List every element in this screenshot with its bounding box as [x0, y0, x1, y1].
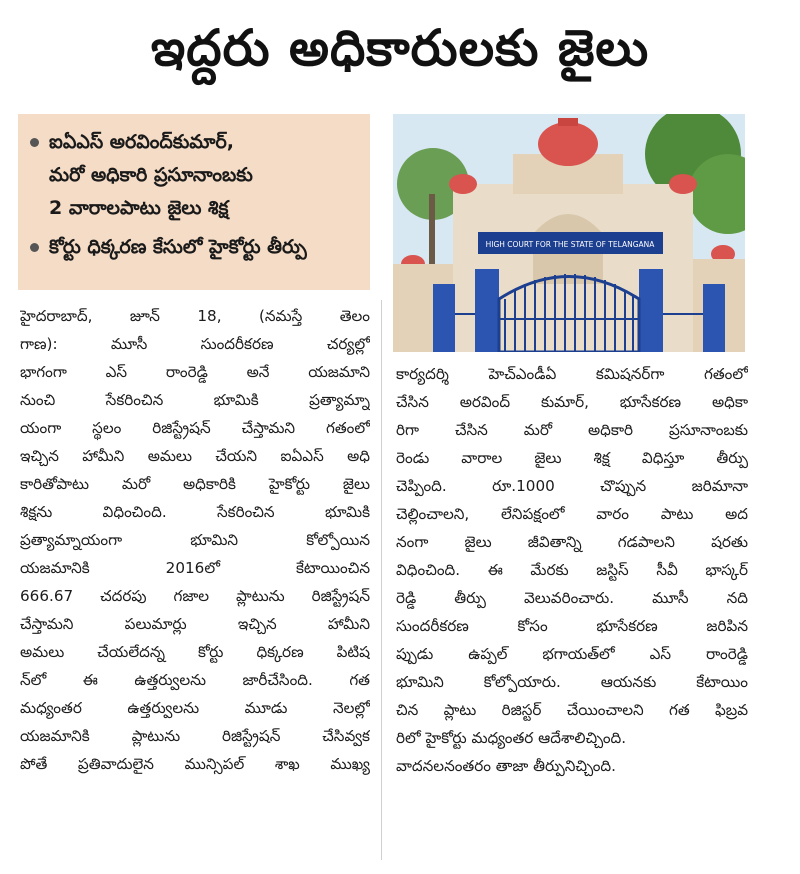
article-body-right: [396, 360, 748, 780]
body-line: ప్పుడు ఉప్పల్ భగాయత్‌లో ఎస్ రాంరెడ్డి: [396, 645, 748, 663]
highlight-text: కోర్టు ధిక్కరణ కేసులో హైకోర్టు తీర్పు: [49, 236, 307, 258]
body-line: చేసిన అరవింద్ కుమార్, భూసేకరణ అధికా: [396, 393, 748, 411]
body-line: యజమానికి ప్లాటును రిజిస్ట్రేషన్ చేసివ్వక: [20, 727, 370, 745]
body-line: చేస్తామని పలుమార్లు ఇచ్చిన హామీని: [20, 615, 370, 633]
body-line: శిక్షను విధించింది. సేకరించిన భూమికి: [20, 503, 370, 521]
court-sign-text: HIGH COURT FOR THE STATE OF TELANGANA: [485, 240, 655, 249]
body-line: కారితోపాటు మరో అధికారికి హైకోర్టు జైలు: [20, 475, 370, 493]
body-line: రెండు వారాల జైలు శిక్ష విధిస్తూ తీర్పు: [396, 449, 748, 467]
high-court-illustration: [393, 114, 745, 352]
body-line: నుంచి సేకరించిన భూమికి ప్రత్యామ్నా: [20, 391, 370, 409]
article-body-left: [20, 302, 370, 778]
body-line: వాదనలనంతరం తాజా తీర్పునిచ్చింది.: [396, 757, 616, 775]
body-line: 666.67 చదరపు గజాల ప్లాటును రిజిస్ట్రేషన్: [20, 587, 370, 605]
body-line: చిన ప్లాటు రిజిస్టర్ చేయించాలని గత ఫిబ్రవ: [396, 701, 748, 719]
highlights-box: [18, 114, 370, 290]
headline: ఇద్దరు అధికారులకు జైలు: [150, 18, 650, 77]
highlight-item: [30, 126, 362, 225]
body-line: నంగా జైలు జీవితాన్ని గడపాలని షరతు: [396, 533, 748, 551]
body-line: చెప్పింది. రూ.1000 చొప్పున జరిమానా: [396, 477, 748, 495]
column-divider: [381, 300, 382, 860]
body-line: భూమిని కోల్పోయారు. ఆయనకు కేటాయిం: [396, 673, 748, 691]
body-line: యజమానికి 2016లో కేటాయించిన: [20, 559, 370, 577]
body-line: ఇచ్చిన హామీని అమలు చేయని ఐఏఎస్ అధి: [20, 447, 370, 465]
body-line: యంగా స్థలం రిజిస్ట్రేషన్ చేస్తామని గతంలో: [20, 419, 370, 437]
body-line: ప్రత్యామ్నాయంగా భూమిని కోల్పోయిన: [20, 531, 370, 549]
body-line: గాణ): మూసీ సుందరీకరణ చర్యల్లో: [20, 335, 370, 353]
bullet-icon: [30, 243, 39, 252]
body-line: చెల్లించాలని, లేనిపక్షంలో వారం పాటు అద: [396, 505, 748, 523]
body-line: విధించింది. ఈ మేరకు జస్టిస్ సీవీ భాస్కర్: [396, 561, 748, 579]
body-line: పోతే ప్రతివాదులైన మున్సిపల్ శాఖ ముఖ్య: [20, 755, 370, 773]
body-line: భాగంగా ఎస్ రాంరెడ్డి అనే యజమాని: [20, 363, 370, 381]
body-line: రెడ్డి తీర్పు వెలువరించారు. మూసీ నది: [396, 589, 748, 607]
body-line: మధ్యంతర ఉత్తర్వులను మూడు నెలల్లో: [20, 699, 370, 717]
body-line: కార్యదర్శి హెచ్‌ఎండీఏ కమిషనర్‌గా గతంలో: [396, 365, 748, 383]
highlight-text: ఐఏఎస్ అరవింద్‌కుమార్, మరో అధికారి ప్రసూనాంబకు 2 వారాలపాటు జైలు శిక్ష: [49, 131, 253, 219]
body-line: హైదరాబాద్, జూన్ 18, (నమస్తే తెలం: [20, 307, 370, 325]
body-line: న్‌లో ఈ ఉత్తర్వులను జారీచేసింది. గత: [20, 671, 370, 689]
highlight-item: [30, 231, 362, 264]
body-line: రిగా చేసిన మరో అధికారి ప్రసూనాంబకు: [396, 421, 748, 439]
body-line: అమలు చేయలేదన్న కోర్టు ధిక్కరణ పిటిష: [20, 643, 370, 661]
bullet-icon: [30, 138, 39, 147]
body-line: రిలో హైకోర్టు మధ్యంతర ఆదేశాలిచ్చింది.: [396, 729, 627, 747]
body-line: సుందరీకరణ కోసం భూసేకరణ జరిపిన: [396, 617, 748, 635]
high-court-photo: [393, 114, 745, 352]
